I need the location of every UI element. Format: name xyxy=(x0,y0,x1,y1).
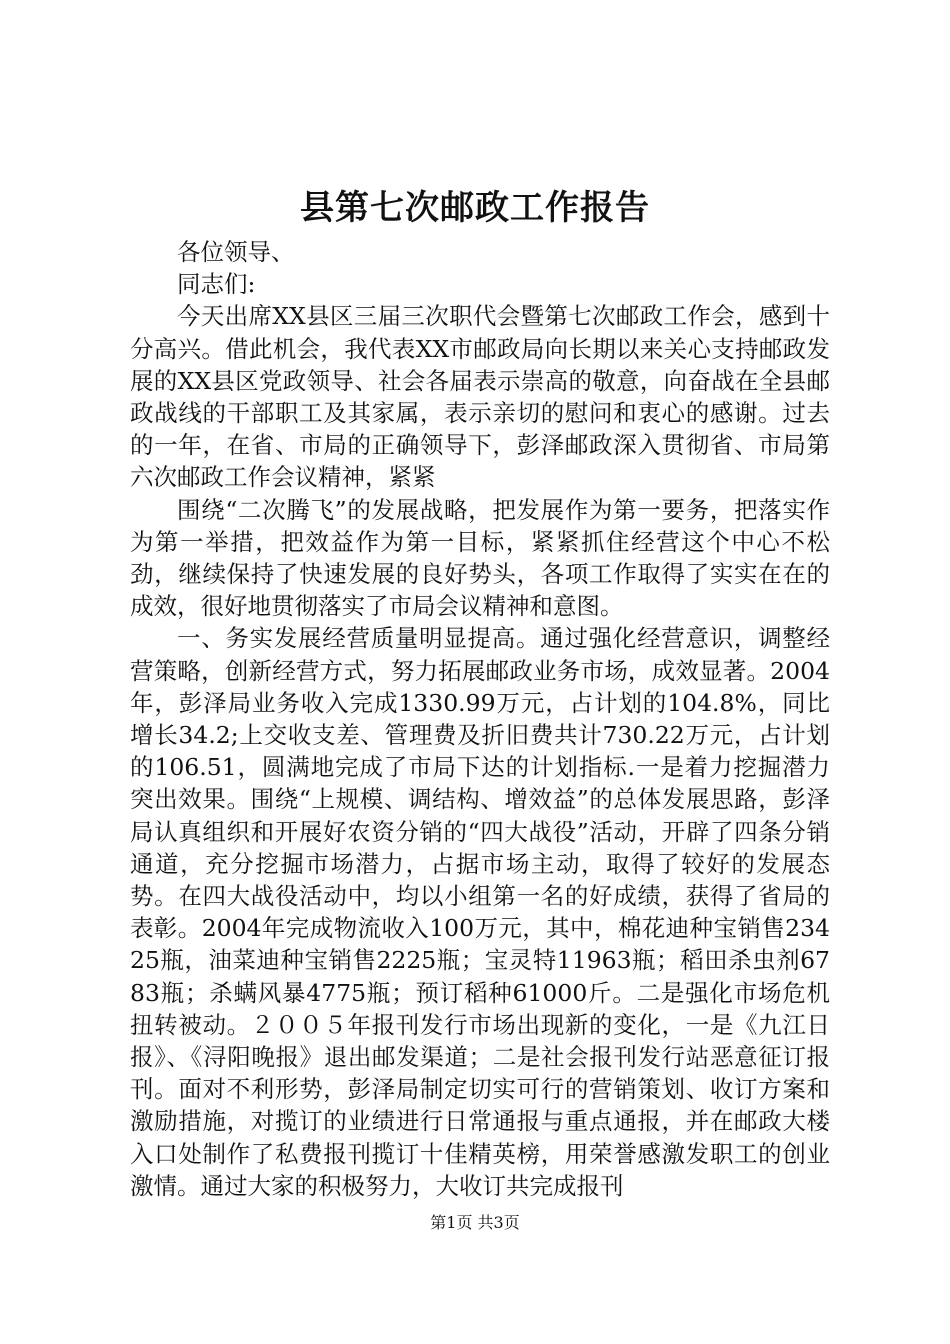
body-paragraph: 今天出席XX县区三届三次职代会暨第七次邮政工作会，感到十分高兴。借此机会，我代表XX市邮政局向长期以来关心支持邮政发展的XX县区党政领导、社会各届表示崇高的敬意，向奋战在全县邮政战线的干部职工及其家属，表示亲切的慰问和衷心的感谢。过去的一年，在省、市局的正确领导下，彭泽邮政深入贯彻省、市局第六次邮政工作会议精神，紧紧 xyxy=(130,302,830,492)
document-title: 县第七次邮政工作报告 xyxy=(300,188,650,228)
body-paragraph: 围绕“二次腾飞”的发展战略，把发展作为第一要务，把落实作为第一举措，把效益作为第一目标，紧紧抓住经营这个中心不松劲，继续保持了快速发展的良好势头，各项工作取得了实实在在的成效，很好地贯彻落实了市局会议精神和意图。 xyxy=(130,495,830,621)
salutation-leaders: 各位领导、 xyxy=(177,238,295,266)
page-number-footer: 第1页 共3页 xyxy=(430,1213,520,1232)
salutation-comrades: 同志们: xyxy=(177,270,256,299)
document-body xyxy=(130,236,830,1202)
body-paragraph: 一、务实发展经营质量明显提高。通过强化经营意识，调整经营策略，创新经营方式，努力拓展邮政业务市场，成效显著。2004年，彭泽局业务收入完成1330.99万元，占计划的104.8%，同比增长34.2;上交收支差、管理费及折旧费共计730.22万元，占计划的106.51，圆满地完成了市局下达的计划指标.一是着力挖掘潜力突出效果。围绕“上规模、调结构、增效益”的总体发展思路，彭泽局认真组织和开展好农资分销的“四大战役”活动，开辟了四条分销通道，充分挖掘市场潜力，占据市场主动，取得了较好的发展态势。在四大战役活动中，均以小组第一名的好成绩，获得了省局的表彰。2004年完成物流收入100万元，其中，棉花迪种宝销售23425瓶，油菜迪种宝销售2225瓶；宝灵特11963瓶；稻田杀虫剂6783瓶；杀螨风暴4775瓶；预订稻种61000斤。二是强化市场危机扭转被动。２００５年报刊发行市场出现新的变化，一是《九江日报》、《浔阳晚报》退出邮发渠道；二是社会报刊发行站恶意征订报刊。面对不利形势，彭泽局制定切实可行的营销策划、收订方案和激励措施，对揽订的业绩进行日常通报与重点通报，并在邮政大楼入口处制作了私费报刊揽订十佳精英榜，用荣誉感激发职工的创业激情。通过大家的积极努力，大收订共完成报刊 xyxy=(130,624,830,1200)
